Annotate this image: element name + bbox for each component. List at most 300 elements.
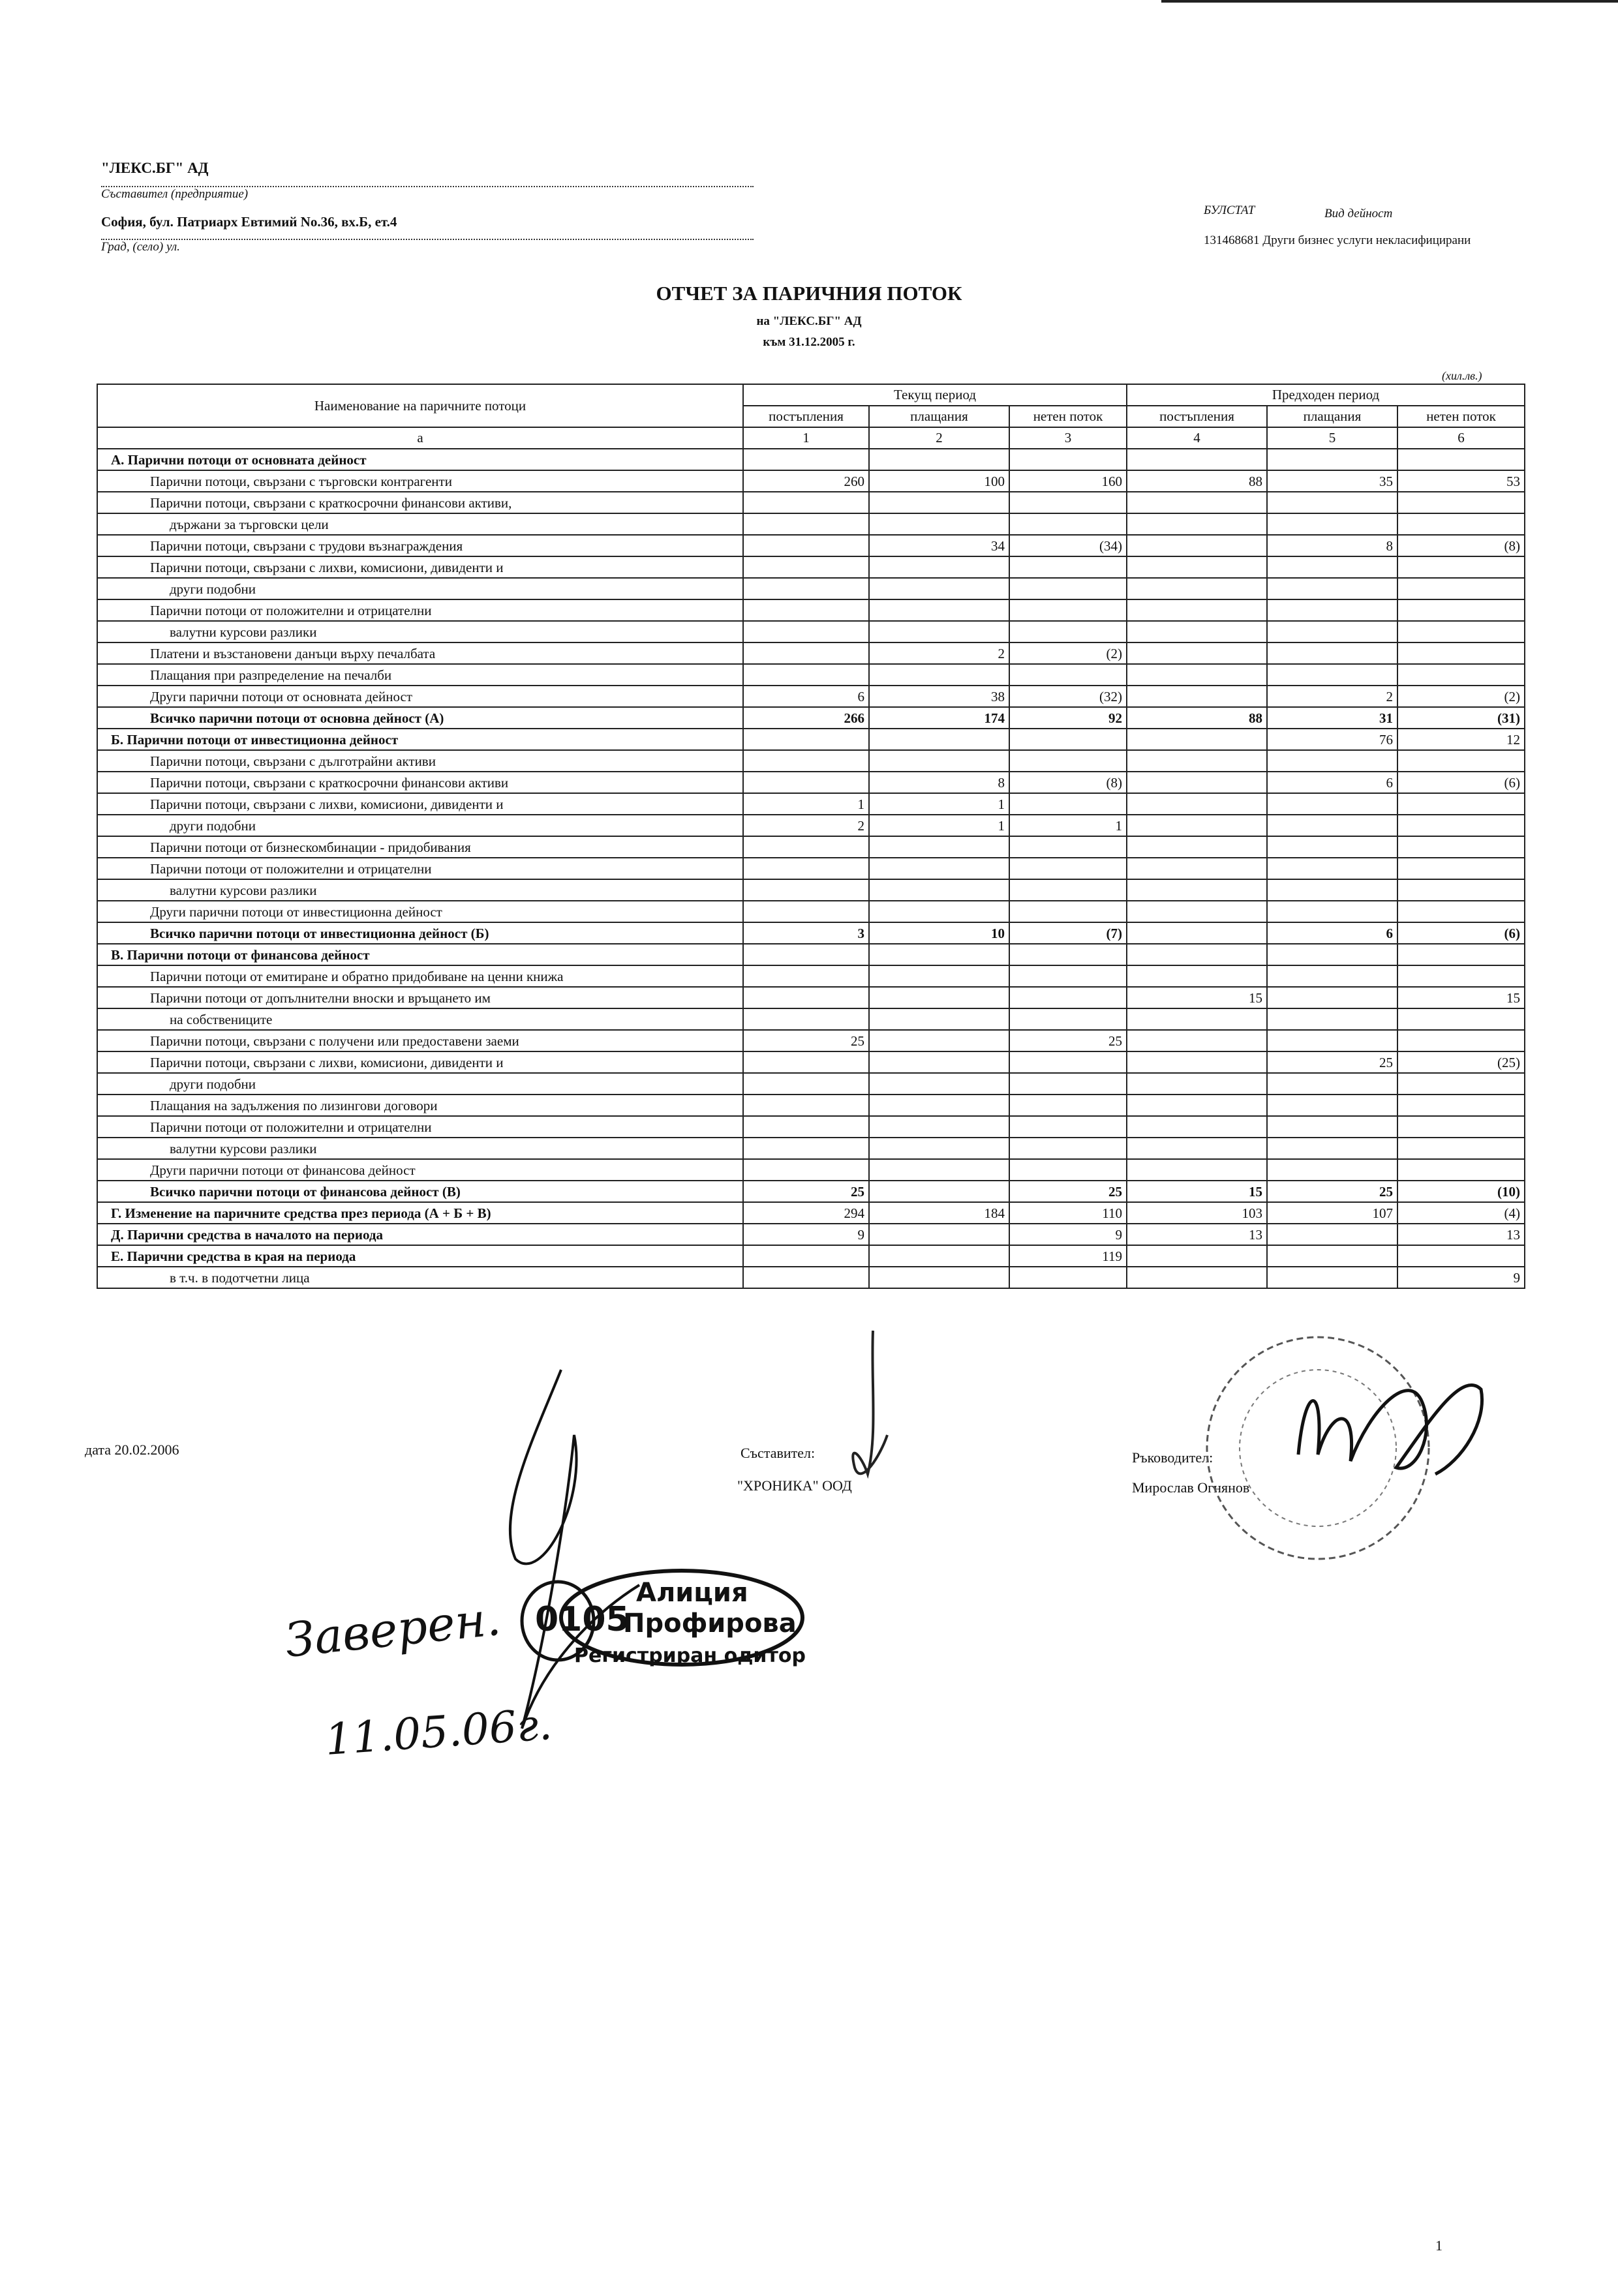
row-value [743,599,869,621]
table-row [97,772,1525,793]
row-value: 35 [1267,470,1397,492]
row-value [1267,513,1397,535]
activity-value: Други бизнес услуги некласифицирани [1262,234,1471,247]
row-value [1397,556,1525,578]
row-value [743,1051,869,1073]
row-value: 294 [743,1202,869,1224]
row-value [743,492,869,513]
row-value [1127,858,1267,879]
col-number: 2 [869,427,1009,449]
row-value [1009,836,1127,858]
row-value [743,944,869,965]
name-header: Наименование на паричните потоци [97,384,743,427]
row-value [743,1116,869,1138]
row-value [1009,987,1127,1008]
company-caption: Съставител (предприятие) [101,187,249,201]
row-label: Платени и възстановени данъци върху печалбата [97,642,743,664]
row-value [1009,1138,1127,1159]
table-row [97,750,1525,772]
col-number: а [97,427,743,449]
col-header-receipts: постъпления [743,406,869,427]
col-number: 4 [1127,427,1267,449]
row-value [1397,513,1525,535]
row-value [743,513,869,535]
row-value [1127,513,1267,535]
row-label: Б. Парични потоци от инвестиционна дейност [97,729,743,750]
row-value [1267,449,1397,470]
row-value: 160 [1009,470,1127,492]
table-row [97,513,1525,535]
row-value [1267,1224,1397,1245]
row-value [743,578,869,599]
row-value [1009,1095,1127,1116]
row-value [1127,1095,1267,1116]
row-value: (8) [1009,772,1127,793]
row-value [1009,513,1127,535]
row-label: други подобни [97,1073,743,1095]
row-value [1267,1267,1397,1288]
row-value: 110 [1009,1202,1127,1224]
row-value [869,901,1009,922]
row-value: 266 [743,707,869,729]
row-value: 9 [1009,1224,1127,1245]
manager-name: Мирослав Огнянов [1132,1479,1250,1496]
manager-signature [1298,1385,1482,1474]
row-value [1267,1159,1397,1181]
row-label: Г. Изменение на паричните средства през периода (А + Б + В) [97,1202,743,1224]
signatures-stamps [0,1305,1618,1774]
row-value [1397,1138,1525,1159]
cashflow-table [97,384,1525,1289]
row-value [869,965,1009,987]
row-value [869,858,1009,879]
row-value: (6) [1397,922,1525,944]
prior-period-header: Предходен период [1127,384,1525,406]
row-value [1009,664,1127,686]
row-value [869,1138,1009,1159]
row-value [1127,901,1267,922]
row-value [1127,621,1267,642]
row-value [869,1181,1009,1202]
table-row [97,1095,1525,1116]
table-row [97,1181,1525,1202]
table-row [97,535,1525,556]
row-value [743,1095,869,1116]
row-value [743,1073,869,1095]
row-value: 13 [1127,1224,1267,1245]
row-label: В. Парични потоци от финансова дейност [97,944,743,965]
row-value [1009,858,1127,879]
row-value: 107 [1267,1202,1397,1224]
row-label: Д. Парични средства в началото на периода [97,1224,743,1245]
table-row [97,556,1525,578]
row-value [869,750,1009,772]
row-label: Парични потоци, свързани с дълготрайни активи [97,750,743,772]
row-value [1127,815,1267,836]
row-value [869,879,1009,901]
row-value: 15 [1397,987,1525,1008]
scan-edge-line [1161,0,1618,3]
table-row [97,1267,1525,1288]
row-value [1397,1073,1525,1095]
row-label: Парични потоци, свързани с лихви, комисиони, дивиденти и [97,793,743,815]
row-value: 10 [869,922,1009,944]
row-value [1127,1008,1267,1030]
row-value [743,729,869,750]
row-value [1397,449,1525,470]
report-subtitle-date: към 31.12.2005 г. [763,335,855,349]
row-value [743,642,869,664]
table-row [97,492,1525,513]
row-value [1127,944,1267,965]
row-value [1009,1116,1127,1138]
row-value [1127,1267,1267,1288]
row-value [1397,578,1525,599]
col-number: 6 [1397,427,1525,449]
row-value [1127,1159,1267,1181]
row-value [1267,944,1397,965]
table-row [97,1138,1525,1159]
row-value [1127,1116,1267,1138]
row-value [1397,1095,1525,1116]
table-row [97,1051,1525,1073]
row-value [1127,1030,1267,1051]
row-value [1267,901,1397,922]
compiler-label: Съставител: [740,1445,816,1461]
row-label: валутни курсови разлики [97,621,743,642]
table-row [97,858,1525,879]
col-number: 5 [1267,427,1397,449]
row-value: (2) [1397,686,1525,707]
row-value: 25 [743,1030,869,1051]
row-value [1397,815,1525,836]
row-value: (34) [1009,535,1127,556]
row-value [1397,1008,1525,1030]
row-value [1127,599,1267,621]
current-period-header: Текущ период [743,384,1127,406]
row-value [1009,965,1127,987]
row-value [1127,1051,1267,1073]
row-value [1267,1116,1397,1138]
row-value [1267,793,1397,815]
row-value [743,556,869,578]
row-label: други подобни [97,578,743,599]
row-value [869,1116,1009,1138]
row-label: Всичко парични потоци от финансова дейност (В) [97,1181,743,1202]
table-row [97,578,1525,599]
row-value [1009,729,1127,750]
table-row [97,642,1525,664]
row-value: (32) [1009,686,1127,707]
row-label: Парични потоци от допълнителни вноски и връщането им [97,987,743,1008]
row-value [743,1159,869,1181]
row-value: 260 [743,470,869,492]
row-value: (8) [1397,535,1525,556]
row-value [1009,599,1127,621]
row-value [1267,836,1397,858]
col-header-net: нетен поток [1009,406,1127,427]
row-value: 15 [1127,1181,1267,1202]
row-label: А. Парични потоци от основната дейност [97,449,743,470]
row-value [743,901,869,922]
row-value [869,1073,1009,1095]
row-value [1127,578,1267,599]
row-value [743,1267,869,1288]
row-value: 34 [869,535,1009,556]
table-row [97,815,1525,836]
row-value [1009,879,1127,901]
row-value: 100 [869,470,1009,492]
row-value [1267,1138,1397,1159]
row-value: 6 [1267,772,1397,793]
row-value [869,1030,1009,1051]
row-value [1127,449,1267,470]
row-value [869,1008,1009,1030]
bulstat-value: 131468681 [1204,234,1260,247]
row-value: (6) [1397,772,1525,793]
row-label: Други парични потоци от инвестиционна дейност [97,901,743,922]
row-value [1127,922,1267,944]
row-value [1127,556,1267,578]
row-value [1009,1008,1127,1030]
row-value [1397,836,1525,858]
table-row [97,470,1525,492]
auditor-stamp-name1: Алиция [636,1578,748,1608]
table-row [97,879,1525,901]
table-row [97,901,1525,922]
row-label: на собствениците [97,1008,743,1030]
row-value [1397,901,1525,922]
row-value: 31 [1267,707,1397,729]
row-value: 8 [1267,535,1397,556]
row-value: 25 [743,1181,869,1202]
row-value [743,535,869,556]
table-row [97,664,1525,686]
row-value: 3 [743,922,869,944]
row-label: Парични потоци от бизнескомбинации - придобивания [97,836,743,858]
row-value [869,1095,1009,1116]
row-label: Парични потоци от положителни и отрицателни [97,599,743,621]
row-value: 25 [1267,1181,1397,1202]
col-number: 3 [1009,427,1127,449]
row-value: 1 [869,793,1009,815]
row-value [1397,965,1525,987]
table-row [97,965,1525,987]
row-value [743,1245,869,1267]
row-value [743,965,869,987]
row-label: Други парични потоци от основната дейност [97,686,743,707]
row-value: 2 [1267,686,1397,707]
table-row [97,599,1525,621]
row-value [1009,492,1127,513]
table-row [97,729,1525,750]
row-value [743,750,869,772]
row-value: (2) [1009,642,1127,664]
row-value [869,513,1009,535]
row-value [1009,1073,1127,1095]
row-value [743,1138,869,1159]
row-value [1267,492,1397,513]
table-row [97,686,1525,707]
row-value: 53 [1397,470,1525,492]
row-value [1009,750,1127,772]
table-row [97,944,1525,965]
row-label: Плащания при разпределение на печалби [97,664,743,686]
row-value [1127,836,1267,858]
row-value [1397,642,1525,664]
col-header-receipts: постъпления [1127,406,1267,427]
row-value [1397,1245,1525,1267]
row-value: 103 [1127,1202,1267,1224]
row-value [869,1159,1009,1181]
row-value [1267,642,1397,664]
company-address: София, бул. Патриарх Евтимий No.36, вх.Б, ет.4 [101,214,397,230]
row-value [1009,449,1127,470]
row-label: Парични потоци, свързани с лихви, комисиони, дивиденти и [97,1051,743,1073]
row-value [1267,621,1397,642]
row-value [869,944,1009,965]
manager-label: Ръководител: [1132,1449,1214,1466]
row-value [1127,1245,1267,1267]
row-value [1127,879,1267,901]
handwritten-note: Заверен. [282,1590,504,1668]
row-value [869,449,1009,470]
row-value [743,987,869,1008]
table-row [97,707,1525,729]
row-value: (7) [1009,922,1127,944]
row-value [743,621,869,642]
row-label: Парични потоци от положителни и отрицателни [97,1116,743,1138]
row-value [869,1051,1009,1073]
compiler-signature [853,1331,887,1474]
row-label: други подобни [97,815,743,836]
activity-label: Вид дейност [1324,207,1393,220]
col-header-payments: плащания [869,406,1009,427]
row-value [869,621,1009,642]
row-value [1397,599,1525,621]
table-row [97,1008,1525,1030]
row-value [743,772,869,793]
row-value [1267,599,1397,621]
row-value [1009,793,1127,815]
row-value: 25 [1267,1051,1397,1073]
row-value: 8 [869,772,1009,793]
row-value [1397,750,1525,772]
row-value: 88 [1127,707,1267,729]
row-value [1397,621,1525,642]
row-label: Парични потоци, свързани с краткосрочни финансови активи [97,772,743,793]
col-header-net: нетен поток [1397,406,1525,427]
row-value [1397,492,1525,513]
row-value [1267,1245,1397,1267]
row-value [869,729,1009,750]
report-title: ОТЧЕТ ЗА ПАРИЧНИЯ ПОТОК [656,282,962,305]
row-value: 9 [743,1224,869,1245]
table-row [97,987,1525,1008]
row-value [869,1224,1009,1245]
report-subtitle-company: на "ЛЕКС.БГ" АД [756,314,862,328]
row-value: 15 [1127,987,1267,1008]
table-row [97,1073,1525,1095]
table-row [97,449,1525,470]
row-value: 1 [743,793,869,815]
row-label: държани за търговски цели [97,513,743,535]
row-value [869,1245,1009,1267]
page-number: 1 [1435,2237,1442,2254]
row-value: 2 [743,815,869,836]
table-row [97,793,1525,815]
row-label: валутни курсови разлики [97,1138,743,1159]
row-value [1009,578,1127,599]
row-value [1009,556,1127,578]
row-value: 38 [869,686,1009,707]
row-value [1267,987,1397,1008]
compiler-name: "ХРОНИКА" ООД [737,1477,852,1494]
row-value [1127,535,1267,556]
row-value: (25) [1397,1051,1525,1073]
table-row [97,1224,1525,1245]
row-value [1127,642,1267,664]
row-value: 174 [869,707,1009,729]
cashflow-table-body [97,449,1525,1288]
row-value [869,578,1009,599]
row-value [869,836,1009,858]
auditor-stamp-name2: Профирова [623,1609,797,1639]
row-value [743,1008,869,1030]
col-header-payments: плащания [1267,406,1397,427]
table-row [97,1245,1525,1267]
row-value [1127,750,1267,772]
row-value: 12 [1397,729,1525,750]
row-label: Всичко парични потоци от инвестиционна дейност (Б) [97,922,743,944]
col-number: 1 [743,427,869,449]
auditor-signature [510,1370,639,1729]
row-label: Плащания на задължения по лизингови договори [97,1095,743,1116]
auditor-stamp-number: 0105 [535,1600,630,1639]
row-value [1009,901,1127,922]
row-value [1127,772,1267,793]
row-label: в т.ч. в подотчетни лица [97,1267,743,1288]
row-value [1397,1030,1525,1051]
row-value [1127,965,1267,987]
row-value [1267,750,1397,772]
row-value [1267,879,1397,901]
row-value [1267,556,1397,578]
row-label: Парични потоци, свързани с краткосрочни финансови активи, [97,492,743,513]
row-value [1267,965,1397,987]
row-value [1397,879,1525,901]
auditor-stamp-title: Регистриран одитор [574,1644,806,1667]
row-value: 76 [1267,729,1397,750]
row-value: 88 [1127,470,1267,492]
company-name: "ЛЕКС.БГ" АД [101,160,209,176]
row-label: Парични потоци, свързани с търговски контрагенти [97,470,743,492]
row-value [743,449,869,470]
row-value: 92 [1009,707,1127,729]
row-value [1127,492,1267,513]
row-value: 25 [1009,1181,1127,1202]
row-value [1127,793,1267,815]
table-row [97,1116,1525,1138]
address-caption: Град, (село) ул. [101,240,180,254]
row-value [1397,1116,1525,1138]
row-label: Парични потоци от емитиране и обратно придобиване на ценни книжа [97,965,743,987]
row-value [1127,664,1267,686]
row-value [1267,1095,1397,1116]
row-value [1267,858,1397,879]
row-value [743,664,869,686]
row-value: 13 [1397,1224,1525,1245]
